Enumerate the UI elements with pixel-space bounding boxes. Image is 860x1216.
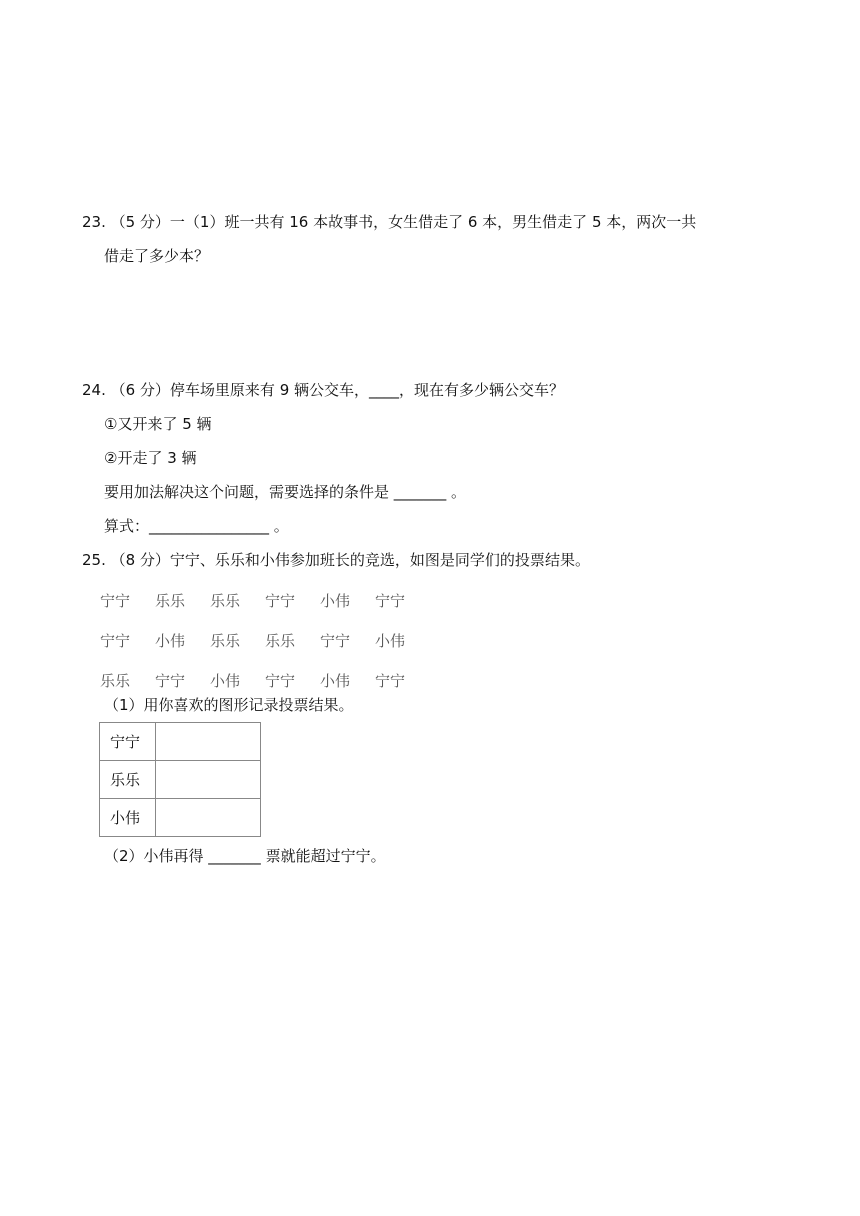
vote-name: 宁宁 bbox=[100, 591, 131, 610]
vote-name: 宁宁 bbox=[375, 671, 406, 690]
question-23-line-2: 借走了多少本？ bbox=[104, 247, 210, 265]
question-24-option-2: ②开走了 3 辆 bbox=[104, 449, 197, 467]
question-23-line-1: 23. （5 分）一（1）班一共有 16 本故事书，女生借走了 6 本，男生借走了 5 本，两次一共 bbox=[82, 213, 697, 231]
vote-name: 宁宁 bbox=[265, 591, 296, 610]
table-row bbox=[100, 723, 261, 761]
answer-cell[interactable] bbox=[156, 723, 261, 761]
table-row bbox=[100, 761, 261, 799]
vote-name: 乐乐 bbox=[265, 631, 296, 650]
question-24-option-1: ①又开来了 5 辆 bbox=[104, 415, 212, 433]
vote-name: 小伟 bbox=[320, 591, 351, 610]
answer-cell[interactable] bbox=[156, 761, 261, 799]
vote-row bbox=[100, 620, 430, 660]
vote-name: 小伟 bbox=[375, 631, 406, 650]
vote-results-image bbox=[100, 580, 430, 700]
vote-name: 乐乐 bbox=[155, 591, 186, 610]
answer-cell[interactable] bbox=[156, 799, 261, 837]
question-24-prompt-formula: 算式：________________ 。 bbox=[104, 517, 289, 535]
table-row bbox=[100, 799, 261, 837]
question-25-part-2: （2）小伟再得 _______ 票就能超过宁宁。 bbox=[104, 847, 386, 865]
question-25-stem: 25. （8 分）宁宁、乐乐和小伟参加班长的竞选，如图是同学们的投票结果。 bbox=[82, 551, 590, 569]
candidate-name: 乐乐 bbox=[100, 761, 156, 799]
vote-name: 宁宁 bbox=[265, 671, 296, 690]
vote-name: 宁宁 bbox=[155, 671, 186, 690]
vote-name: 小伟 bbox=[210, 671, 241, 690]
tally-table bbox=[99, 722, 261, 837]
vote-row bbox=[100, 580, 430, 620]
vote-name: 宁宁 bbox=[320, 631, 351, 650]
vote-name: 乐乐 bbox=[210, 631, 241, 650]
vote-name: 乐乐 bbox=[210, 591, 241, 610]
question-25-part-1: （1）用你喜欢的图形记录投票结果。 bbox=[104, 696, 354, 714]
candidate-name: 小伟 bbox=[100, 799, 156, 837]
vote-row bbox=[100, 660, 430, 700]
question-24-prompt-condition: 要用加法解决这个问题，需要选择的条件是 _______ 。 bbox=[104, 483, 467, 501]
vote-name: 小伟 bbox=[155, 631, 186, 650]
vote-name: 宁宁 bbox=[375, 591, 406, 610]
vote-name: 乐乐 bbox=[100, 671, 131, 690]
vote-name: 宁宁 bbox=[100, 631, 131, 650]
vote-name: 小伟 bbox=[320, 671, 351, 690]
question-24-stem: 24. （6 分）停车场里原来有 9 辆公交车，____，现在有多少辆公交车？ bbox=[82, 381, 565, 399]
candidate-name: 宁宁 bbox=[100, 723, 156, 761]
